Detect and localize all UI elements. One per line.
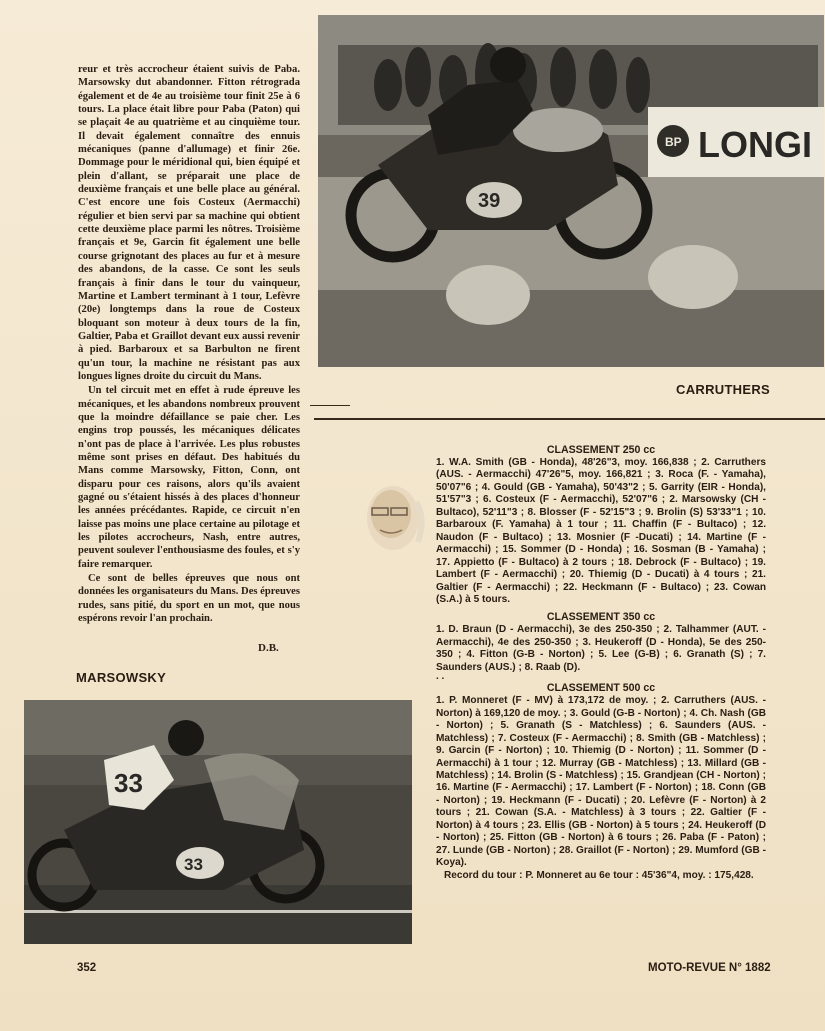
record-label: Record du tour : bbox=[444, 869, 523, 881]
photo-marsowsky bbox=[24, 700, 412, 944]
bp-logo: BP bbox=[665, 135, 682, 149]
rule-top bbox=[310, 405, 350, 406]
article-signature: D.B. bbox=[258, 642, 279, 654]
caption-marsowsky: MARSOWSKY bbox=[76, 670, 167, 685]
article-paragraph-2: Un tel circuit met en effet à rude épreuve les mécaniques, et les abandons nombreux prouvent que la moindre défaillance se paie cher. Les engins trop poussés, les mécaniques délicates n'ont pas de place à l'arrivée. Les plus robustes même sont prises en défaut. Des habitués du Mans comme Marsowsky, Fitton, Conn, ont disparu pour ces raisons, alors qu'ils avaient gagné ou s'étaient hissés à des places d'honneur les années précédantes. Rapide, ce circuit n'en laisse pas moins une place certaine au pilotage et les pilotes accrocheurs, Nash, entre autres, peuvent soulever l'enthousiasme des foules, et s'y faire remarquer. bbox=[78, 385, 300, 570]
classement-500-title: CLASSEMENT 500 cc bbox=[546, 682, 656, 695]
classement-350-text: 1. D. Braun (D - Aermacchi), 3e des 250-350 ; 2. Talhammer (AUT. - Aermacchi), 4e des 250-350 ; 3. Heukeroff (D - Honda), 5e des 250-350 ; 4. Fitton (G-B - Norton) ; 5. Lee (G-B) ; 6. Granath (S) ; 7. Saunders (AUS.) ; 8. Raab (D). bbox=[436, 624, 766, 673]
record-line bbox=[436, 870, 766, 882]
article-paragraph-1: reur et très accrocheur étaient suivis de Paba. Marsowsky dut abandonner. Fitton rétrograda également et de 4e au troisième tour finit 25e à 6 tours. La place était libre pour Paba (Paton) qui se plaçait 4e au quatrième et au cinquième tour. Il devait également connaître des ennuis mécaniques (panne d'allumage) et finir 26e. Dommage pour le méridional qui, bien équipé et plein d'allant, se préparait une place de deuxième français et une belle place au général. C'est encore une fois Costeux (Aermacchi) régulier et bien servi par sa machine qui obtient cette deuxième place parmi les nôtres. Troisième français et 9e, Garcin fit également une belle course grignotant des places au fur et à mesure des abandons, de la casse. Ce sont les seuls français à finir dans le tour du vainqueur, Martine et Lambert terminant à 1 tour, Lefèvre (20e) longtemps dans la roue de Costeux bloquant son moteur à deux tours de la fin, Galtier, Paba et Graillot devant eux aussi revenir à pied. Barbaroux et sa Barbulton ne firent qu'un tour, la machine ne résistant pas aux longues lignes droite du circuit du Mans. bbox=[78, 64, 300, 382]
banner-text: LONGI bbox=[698, 124, 812, 165]
author-portrait bbox=[358, 482, 428, 554]
page-number: 352 bbox=[77, 962, 97, 974]
classement-250-text: 1. W.A. Smith (GB - Honda), 48'26"3, moy. 166,838 ; 2. Carruthers (AUS. - Aermacchi) 47'26"5, moy. 166,821 ; 3. Roca (F. - Yamaha), 50'07"6 ; 4. Gould (GB - Yamaha), 50'43"2 ; 5. Garrity (EIR - Honda), 51'57"3 ; 6. Costeux (F - Aermacchi), 52'07"6 ; 2. Marsowsky (CH - Bultaco), 52'11"3 ; 8. Blosser (F - 52'15"3 ; 9. Brolin (S) 53'33"1 ; 10. Barbaroux (F. Yamaha) à 1 tour ; 11. Chaffin (F - Bultaco) ; 12. Naudon (F - Bultaco) ; 13. Mosnier (F -Ducati) ; 14. Martine (F - Aermacchi) ; 15. Sommer (D - Honda) ; 16. Sosman (B - Yamaha) ; 17. Appietto (F - Bultaco) à 2 tours ; 18. Debrock (F - Bultaco) ; 19. Lambert (F - Aermacchi) ; 20. Thiemig (D - Ducati) à 4 tours ; 21. Galtier (F - Aermacchi) ; 22. Heckmann (F - Bultaco) ; 23. Cowan (S.A.) à 5 tours. bbox=[436, 457, 766, 605]
article-body bbox=[78, 63, 300, 625]
article-paragraph-3: Ce sont de belles épreuves que nous ont données les organisateurs du Mans. Des épreuves rudes, sans pitié, du sport en un mot, que nous espérons revoir l'an prochain. bbox=[78, 573, 300, 625]
results-list bbox=[436, 443, 766, 886]
classement-500-body: 1. P. Monneret (F - MV) à 173,172 de moy. ; 2. Carruthers (AUS. - Norton) à 169,120 de moy. ; 3. Gould (G-B - Norton) ; 4. Ch. Nash (GB - Norton) ; 5. Granath (S - Matchless) ; 6. Saunders (AUS. - Matchless) ; 7. Costeux (F - Aermacchi) ; 8. Smith (GB - Matchless) ; 9. Garcin (F - Norton) ; 10. Thiemig (D - Norton) ; 11. Sommer (D - Aermacchi) à 1 tour ; 12. Murray (GB - Matchless) ; 13. Millard (GB - Matchless) ; 14. Brolin (S - Matchless) ; 15. Grandjean (CH - Norton) ; 16. Martine (F - Aermacchi) ; 17. Lambert (F - Norton) ; 18. Conn (GB - Norton) ; 19. Heckmann (F - Ducati) ; 20. Lefèvre (F - Norton) à 2 tours ; 21. Cowan (S.A. - Matchless) à 3 tours ; 22. Galtier (F - Norton) à 4 tours ; 23. Ellis (GB - Norton) à 5 tours ; 24. Heukeroff (D - Norton) ; 25. Fitton (GB - Norton) à 6 tours ; 26. Paba (F - Paton) ; 27. Lunde (GB - Norton) ; 28. Graillot (F - Norton) ; 29. Mumford (GB - Koya). bbox=[436, 695, 766, 869]
classement-250-title: CLASSEMENT 250 cc bbox=[546, 444, 656, 456]
photo-carruthers bbox=[318, 15, 824, 367]
photo-carruthers-illustration bbox=[318, 15, 824, 367]
photo-marsowsky-illustration bbox=[24, 700, 412, 944]
magazine-footer: MOTO-REVUE N° 1882 bbox=[648, 962, 771, 974]
rule-results bbox=[314, 418, 825, 420]
classement-500-text bbox=[436, 695, 766, 869]
race-number-39: 39 bbox=[478, 190, 501, 212]
caption-carruthers: CARRUTHERS bbox=[676, 382, 770, 397]
classement-350-title: CLASSEMENT 350 cc bbox=[546, 611, 656, 624]
bib-number-33: 33 bbox=[114, 768, 143, 798]
fairing-number-33: 33 bbox=[184, 855, 203, 874]
separator-dots: . . bbox=[436, 671, 445, 683]
record-text: P. Monneret au 6e tour : 45'36"4, moy. : 175,428. bbox=[522, 869, 754, 881]
